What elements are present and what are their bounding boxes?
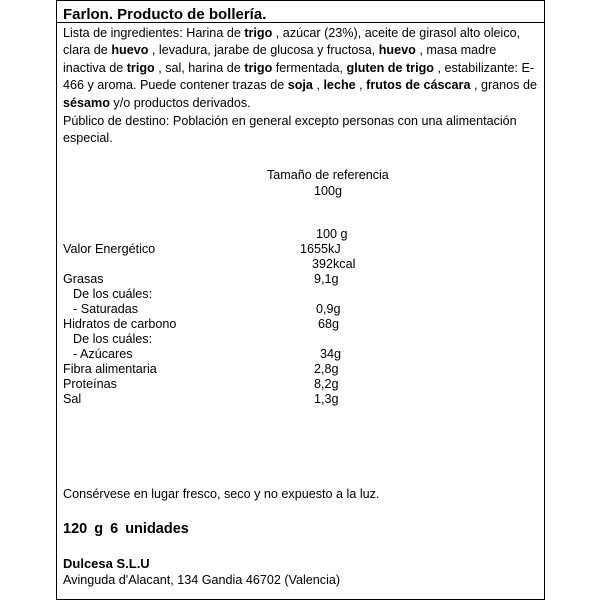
ingredient-text: , masa madre inactiva de <box>63 43 497 75</box>
company-address: Avinguda d'Alacant, 134 Gandia 46702 (Valencia) <box>63 573 341 587</box>
storage-instructions: Consérvese en lugar fresco, seco y no expuesto a la luz. <box>63 487 380 501</box>
ingredient-text: , azúcar (23%), aceite de girasol alto oleico, clara de <box>63 26 521 58</box>
salt-value: 1,3g <box>314 392 339 406</box>
allergen-highlight: trigo <box>126 60 155 75</box>
saturated-label: - Saturadas <box>73 302 139 316</box>
carbs-value: 68g <box>318 317 340 331</box>
company-name: Dulcesa S.L.U <box>63 556 150 571</box>
per-100g-header: 100 g <box>316 227 348 241</box>
allergen-highlight: huevo <box>111 43 149 58</box>
carbs-of-which-label: De los cuáles: <box>73 332 153 346</box>
ingredient-text: Lista de ingredientes: Harina de <box>63 26 245 40</box>
ingredient-text: fermentada, <box>272 60 347 75</box>
carbs-label: Hidratos de carbono <box>63 317 177 331</box>
allergen-highlight: frutos de cáscara <box>366 78 471 93</box>
ingredients-list <box>63 25 539 112</box>
top-border <box>56 0 545 1</box>
allergen-highlight: huevo <box>378 43 416 58</box>
reference-size-amount: 100g <box>314 184 343 198</box>
ingredient-text: y/o productos derivados. <box>109 95 251 110</box>
allergen-highlight: leche <box>323 78 356 93</box>
saturated-value: 0,9g <box>316 302 341 316</box>
ingredient-text: , estabilizante: E-466 y aroma. Puede contener trazas de <box>63 60 535 93</box>
fibre-label: Fibra alimentaria <box>63 362 157 376</box>
reference-size-header: Tamaño de referencia <box>267 168 389 182</box>
net-quantity: 120 g 6 unidades <box>63 521 189 537</box>
fat-value: 9,1g <box>314 272 339 286</box>
ingredient-text: , levadura, jarabe de glucosa y fructosa, <box>148 43 379 58</box>
allergen-highlight: trigo <box>244 60 273 75</box>
salt-label: Sal <box>63 392 82 406</box>
target-audience: Público de destino: Población en general excepto personas con una alimentación especial. <box>63 114 517 146</box>
fat-of-which-label: De los cuáles: <box>73 287 153 301</box>
ingredient-text: , <box>312 78 324 93</box>
ingredient-text: , sal, harina de <box>154 60 245 75</box>
ingredient-text: , granos de <box>470 78 537 93</box>
energy-kcal-value: 392kcal <box>312 257 356 271</box>
allergen-highlight: trigo <box>244 26 273 40</box>
fibre-value: 2,8g <box>314 362 339 376</box>
allergen-highlight: soja <box>287 78 313 93</box>
ingredient-text: , <box>355 78 367 93</box>
fat-label: Grasas <box>63 272 104 286</box>
allergen-highlight: gluten de trigo <box>346 60 434 75</box>
allergen-highlight: sésamo <box>63 95 110 110</box>
sugars-label: - Azúcares <box>73 347 133 361</box>
energy-label: Valor Energético <box>63 242 156 256</box>
energy-kj-value: 1655kJ <box>300 242 341 256</box>
protein-label: Proteínas <box>63 377 117 391</box>
sugars-value: 34g <box>320 347 342 361</box>
product-title: Farlon. Producto de bollería. <box>63 6 267 23</box>
protein-value: 8,2g <box>314 377 339 391</box>
